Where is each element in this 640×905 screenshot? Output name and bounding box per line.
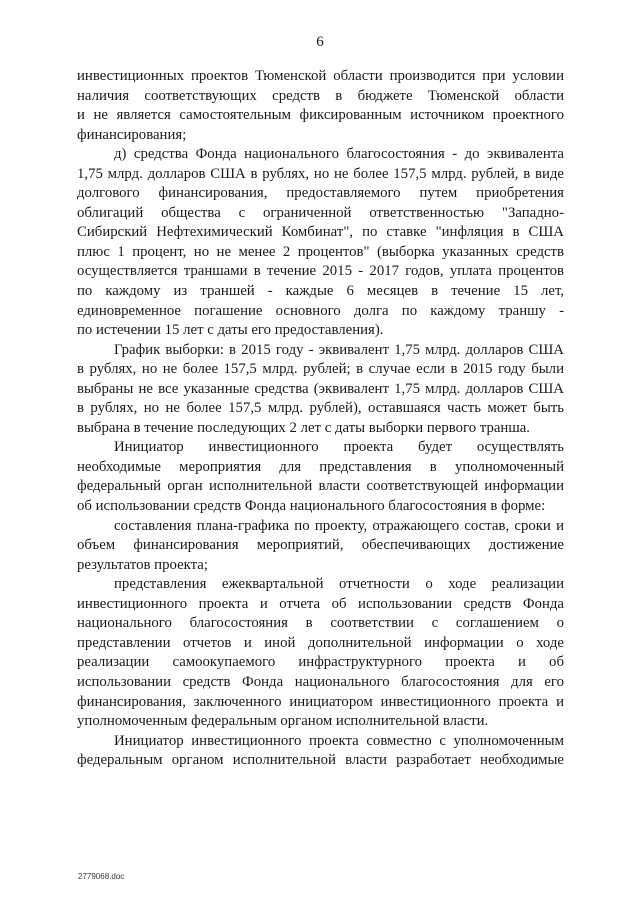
paragraph-plan-schedule bbox=[77, 517, 564, 576]
text-line: единовременное погашение основного долга по каждому траншу - bbox=[77, 302, 564, 319]
text-line: в рублях, но не более 157,5 млрд. рублей), оставшаяся часть может быть bbox=[77, 400, 564, 417]
text-line: составления плана-графика по проекту, отражающего состав, сроки и bbox=[114, 517, 564, 534]
document-file-code: 2779068.doc bbox=[78, 872, 125, 881]
text-line: д) средства Фонда национального благосостояния - до эквивалента bbox=[114, 146, 564, 163]
text-line: об использовании средств Фонда национального благосостояния в форме: bbox=[77, 498, 546, 515]
text-line: финансирования, заключенного инициатором инвестиционного проекта и bbox=[77, 693, 564, 710]
text-line: выбраны не все указанные средства (эквивалент 1,75 млрд. долларов США bbox=[77, 380, 564, 397]
paragraph-continuation bbox=[77, 67, 564, 145]
text-line: Инициатор инвестиционного проекта совместно с уполномоченным bbox=[114, 732, 564, 749]
text-line: плюс 1 процент, но не менее 2 процентов" (выборка указанных средств bbox=[77, 243, 564, 260]
paragraph-quarterly-reports bbox=[77, 575, 564, 731]
text-line: осуществляется траншами в течение 2015 - 2017 годов, уплата процентов bbox=[77, 263, 564, 280]
paragraph-item-d bbox=[77, 145, 564, 340]
text-line: выбрана в течение последующих 2 лет с даты выборки первого транша. bbox=[77, 419, 530, 436]
text-line: представления ежеквартальной отчетности о ходе реализации bbox=[114, 576, 564, 593]
text-line: национального благосостояния в соответствии с соглашением о bbox=[77, 615, 564, 632]
text-line: Инициатор инвестиционного проекта будет осуществлять bbox=[114, 439, 564, 456]
text-line: График выборки: в 2015 году - эквивалент 1,75 млрд. долларов США bbox=[114, 341, 564, 358]
document-body bbox=[77, 67, 564, 771]
text-line: инвестиционного проекта и отчета об использовании средств Фонда bbox=[77, 595, 564, 612]
text-line: облигаций общества с ограниченной ответственностью "Западно- bbox=[77, 204, 564, 221]
page-number: 6 bbox=[316, 34, 324, 50]
text-line: представлении отчетов и иной дополнительной информации о ходе bbox=[77, 634, 564, 651]
paragraph-schedule bbox=[77, 341, 564, 439]
text-line: использовании средств Фонда национального благосостояния для его bbox=[77, 673, 564, 690]
text-line: объем финансирования мероприятий, обеспечивающих достижение bbox=[77, 537, 564, 554]
text-line: долгового финансирования, предоставляемого путем приобретения bbox=[77, 185, 564, 202]
text-line: необходимые мероприятия для представления в уполномоченный bbox=[77, 458, 564, 475]
text-line: федеральный орган исполнительной власти соответствующей информации bbox=[77, 478, 564, 495]
text-line: Сибирский Нефтехимический Комбинат", по ставке "инфляция в США bbox=[77, 224, 564, 241]
text-line: финансирования; bbox=[77, 126, 187, 143]
text-line: по каждому из траншей - каждые 6 месяцев в течение 15 лет, bbox=[77, 283, 564, 300]
text-line: реализации самоокупаемого инфраструктурного проекта и об bbox=[77, 654, 564, 671]
text-line: по истечении 15 лет с даты его предоставления). bbox=[77, 322, 384, 339]
text-line: 1,75 млрд. долларов США в рублях, но не более 157,5 млрд. рублей, в виде bbox=[77, 165, 564, 182]
text-line: в рублях, но не более 157,5 млрд. рублей; в случае если в 2015 году были bbox=[77, 361, 564, 378]
text-line: наличия соответствующих средств в бюджете Тюменской области bbox=[77, 87, 564, 104]
text-line: федеральным органом исполнительной власти разработает необходимые bbox=[77, 752, 564, 769]
paragraph-joint-development bbox=[77, 732, 564, 771]
paragraph-initiator-reporting bbox=[77, 438, 564, 516]
text-line: уполномоченным федеральным органом исполнительной власти. bbox=[77, 713, 489, 730]
text-line: результатов проекта; bbox=[77, 556, 208, 573]
text-line: инвестиционных проектов Тюменской области производится при условии bbox=[77, 68, 564, 84]
text-line: и не является самостоятельным фиксированным источником проектного bbox=[77, 107, 564, 124]
